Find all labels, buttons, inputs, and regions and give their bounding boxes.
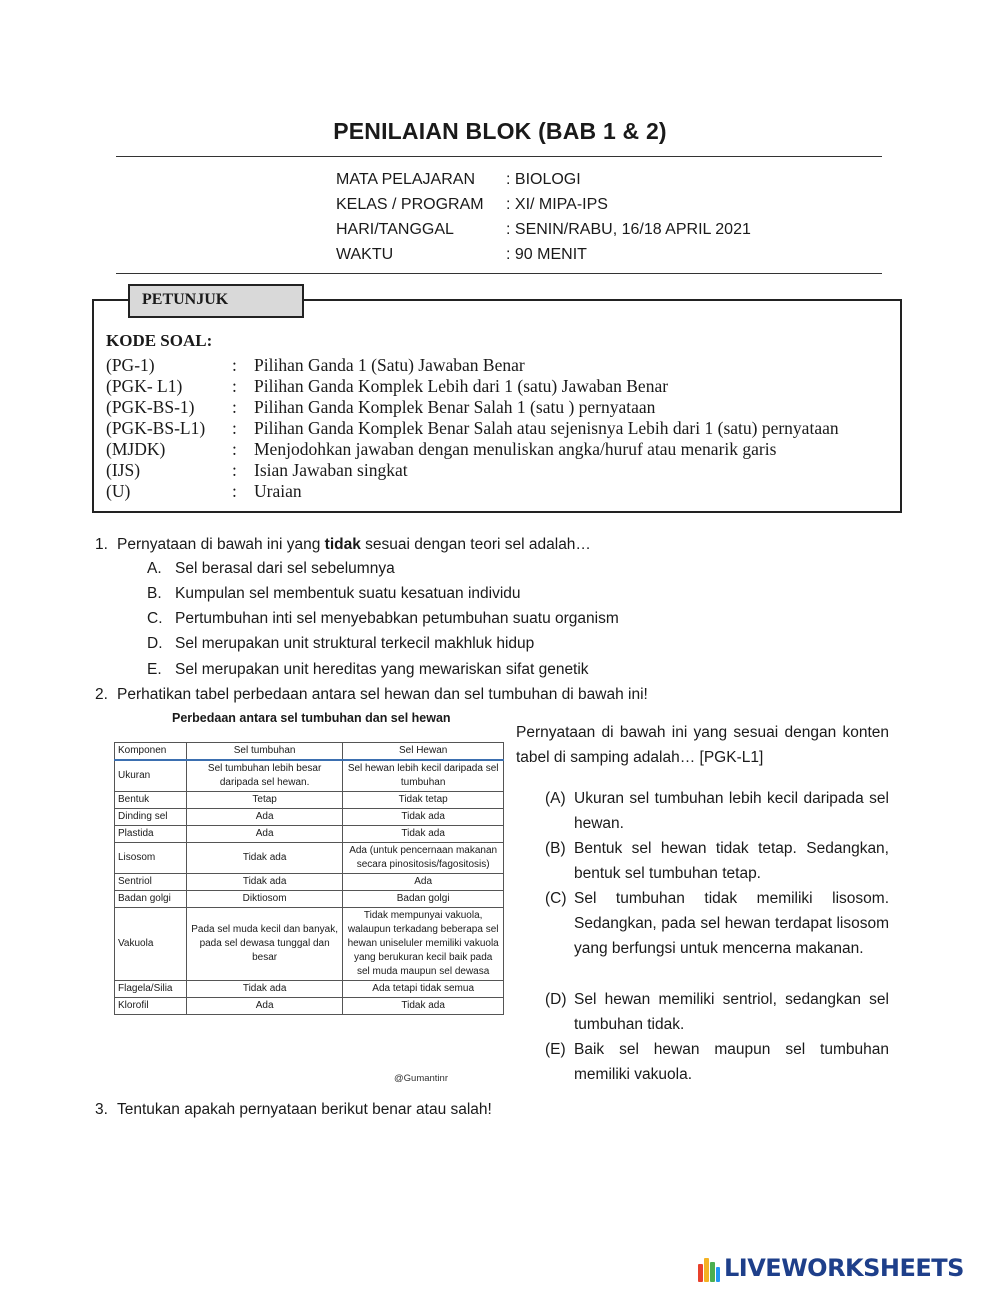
- option-text: Sel berasal dari sel sebelumnya: [175, 560, 395, 577]
- table-cell: Ada (untuk pencernaan makanan secara pinositosis/fagositosis): [343, 843, 504, 874]
- comparison-table: [114, 742, 504, 1015]
- kode-desc: Pilihan Ganda Komplek Benar Salah atau sejenisnya Lebih dari 1 (satu) pernyataan: [254, 418, 839, 438]
- question-text: Tentukan apakah pernyataan berikut benar atau salah!: [117, 1101, 492, 1118]
- table-row: [115, 981, 504, 998]
- info-value: : XI/ MIPA-IPS: [506, 196, 608, 213]
- question-number: 2.: [95, 686, 108, 703]
- option-text: Sel tumbuhan tidak memiliki lisosom. Sedangkan, pada sel hewan terdapat lisosom yang berfungsi untuk mencerna makanan.: [574, 890, 889, 957]
- table-row: [115, 891, 504, 908]
- kode-code: (PGK-BS-L1): [106, 418, 206, 438]
- option-text: Sel merupakan unit hereditas yang mewariskan sifat genetik: [175, 661, 589, 678]
- table-cell: Tidak tetap: [343, 792, 504, 809]
- page-title: PENILAIAN BLOK (BAB 1 & 2): [333, 118, 667, 144]
- table-credit: @Gumantinr: [394, 1073, 448, 1084]
- info-value: : BIOLOGI: [506, 171, 581, 188]
- table-cell: Pada sel muda kecil dan banyak, pada sel dewasa tunggal dan besar: [186, 908, 342, 981]
- option-text: Pertumbuhan inti sel menyebabkan petumbuhan suatu organism: [175, 610, 619, 627]
- table-cell: Ada: [186, 809, 342, 826]
- option-text: Baik sel hewan maupun sel tumbuhan memiliki vakuola.: [574, 1041, 889, 1083]
- table-cell: Tidak mempunyai vakuola, walaupun terkadang beberapa sel hewan uniseluler memiliki vakuola yang berukuran kecil baik pada sel muda maupun sel dewasa: [343, 908, 504, 981]
- kode-colon: :: [232, 397, 237, 417]
- table-cell: Sel hewan lebih kecil daripada sel tumbuhan: [343, 760, 504, 792]
- table-cell: Sel tumbuhan lebih besar daripada sel hewan.: [186, 760, 342, 792]
- table-row: [115, 998, 504, 1015]
- header-divider-top: [116, 156, 882, 157]
- option-letter: E.: [147, 661, 162, 678]
- table-cell: Tidak ada: [186, 981, 342, 998]
- table-cell: Tetap: [186, 792, 342, 809]
- kode-desc: Pilihan Ganda 1 (Satu) Jawaban Benar: [254, 355, 525, 375]
- table-row: [115, 843, 504, 874]
- info-label: KELAS / PROGRAM: [336, 196, 484, 213]
- kode-colon: :: [232, 418, 237, 438]
- kode-code: (MJDK): [106, 439, 166, 459]
- table-cell: Ada tetapi tidak semua: [343, 981, 504, 998]
- kode-desc: Pilihan Ganda Komplek Lebih dari 1 (satu) Jawaban Benar: [254, 376, 669, 396]
- kode-desc: Uraian: [254, 481, 302, 501]
- option-letter: (D): [545, 991, 567, 1008]
- table-header-row: [115, 743, 504, 761]
- option-text: Kumpulan sel membentuk suatu kesatuan individu: [175, 585, 521, 602]
- option-letter: D.: [147, 635, 163, 652]
- q2-option-a[interactable]: [545, 786, 889, 836]
- liveworksheets-logo-text: LIVEWORKSHEETS: [724, 1254, 964, 1282]
- option-text: Sel hewan memiliki sentriol, sedangkan sel tumbuhan tidak.: [574, 991, 889, 1033]
- comparison-table-title: Perbedaan antara sel tumbuhan dan sel hewan: [172, 711, 451, 725]
- kode-code: (IJS): [106, 460, 141, 480]
- table-cell: Vakuola: [115, 908, 187, 981]
- option-text: Ukuran sel tumbuhan lebih kecil daripada sel hewan.: [574, 790, 889, 832]
- q2-option-b[interactable]: [545, 836, 889, 886]
- option-letter: C.: [147, 610, 163, 627]
- table-cell: Plastida: [115, 826, 187, 843]
- petunjuk-tab: [128, 284, 304, 318]
- option-letter: B.: [147, 585, 162, 602]
- info-value: : 90 MENIT: [506, 246, 587, 263]
- option-text: Bentuk sel hewan tidak tetap. Sedangkan, bentuk sel tumbuhan tetap.: [574, 840, 889, 882]
- table-row: [115, 908, 504, 981]
- question-text-emphasis: tidak: [324, 536, 361, 553]
- kode-desc: Isian Jawaban singkat: [254, 460, 408, 480]
- table-cell: Ada: [186, 998, 342, 1015]
- kode-desc: Pilihan Ganda Komplek Benar Salah 1 (satu ) pernyataan: [254, 397, 656, 417]
- info-label: HARI/TANGGAL: [336, 221, 454, 238]
- table-cell: Sentriol: [115, 874, 187, 891]
- question-text: [117, 536, 591, 554]
- table-cell: Flagela/Silia: [115, 981, 187, 998]
- kode-colon: :: [232, 460, 237, 480]
- option-letter: (E): [545, 1041, 566, 1058]
- table-cell: Bentuk: [115, 792, 187, 809]
- table-cell: Ada: [186, 826, 342, 843]
- option-letter: (A): [545, 790, 566, 807]
- kode-desc: Menjodohkan jawaban dengan menuliskan angka/huruf atau menarik garis: [254, 439, 777, 459]
- table-cell: Tidak ada: [186, 874, 342, 891]
- question-text: Perhatikan tabel perbedaan antara sel hewan dan sel tumbuhan di bawah ini!: [117, 686, 648, 703]
- q2-option-c[interactable]: [545, 886, 889, 986]
- question-number: 1.: [95, 536, 108, 553]
- table-cell: Lisosom: [115, 843, 187, 874]
- table-cell: Tidak ada: [343, 809, 504, 826]
- kode-code: (U): [106, 481, 131, 501]
- table-row: [115, 760, 504, 792]
- table-cell: Dinding sel: [115, 809, 187, 826]
- liveworksheets-logo-icon: [698, 1258, 720, 1282]
- table-row: [115, 809, 504, 826]
- petunjuk-tab-label: PETUNJUK: [142, 291, 229, 308]
- info-label: WAKTU: [336, 246, 394, 263]
- table-header-cell: Komponen: [115, 743, 187, 761]
- table-cell: Klorofil: [115, 998, 187, 1015]
- table-row: [115, 792, 504, 809]
- table-cell: Ukuran: [115, 760, 187, 792]
- question-number: 3.: [95, 1101, 108, 1118]
- q2-option-e[interactable]: [545, 1037, 889, 1087]
- table-cell: Tidak ada: [343, 998, 504, 1015]
- table-row: [115, 826, 504, 843]
- kode-code: (PGK-BS-1): [106, 397, 195, 417]
- kode-colon: :: [232, 481, 237, 501]
- option-letter: (C): [545, 890, 567, 907]
- option-letter: A.: [147, 560, 162, 577]
- kode-colon: :: [232, 376, 237, 396]
- table-cell: Tidak ada: [186, 843, 342, 874]
- kode-code: (PGK- L1): [106, 376, 183, 396]
- table-header-cell: Sel Hewan: [343, 743, 504, 761]
- table-cell: Badan golgi: [115, 891, 187, 908]
- question-text-part: Pernyataan di bawah ini yang: [117, 536, 325, 553]
- kode-colon: :: [232, 355, 237, 375]
- kode-colon: :: [232, 439, 237, 459]
- question-text-part: sesuai dengan teori sel adalah…: [360, 536, 591, 553]
- table-cell: Badan golgi: [343, 891, 504, 908]
- header-divider-bottom: [116, 273, 882, 274]
- table-row: [115, 874, 504, 891]
- table-cell: Tidak ada: [343, 826, 504, 843]
- kode-soal-title: KODE SOAL:: [106, 331, 213, 350]
- option-letter: (B): [545, 840, 566, 857]
- table-header-cell: Sel tumbuhan: [186, 743, 342, 761]
- q2-option-d[interactable]: [545, 987, 889, 1037]
- kode-code: (PG-1): [106, 355, 155, 375]
- info-value: : SENIN/RABU, 16/18 APRIL 2021: [506, 221, 751, 238]
- q2-prompt: Pernyataan di bawah ini yang sesuai dengan konten tabel di samping adalah… [PGK-L1]: [516, 724, 889, 766]
- info-label: MATA PELAJARAN: [336, 171, 475, 188]
- table-cell: Diktiosom: [186, 891, 342, 908]
- table-cell: Ada: [343, 874, 504, 891]
- option-text: Sel merupakan unit struktural terkecil makhluk hidup: [175, 635, 535, 652]
